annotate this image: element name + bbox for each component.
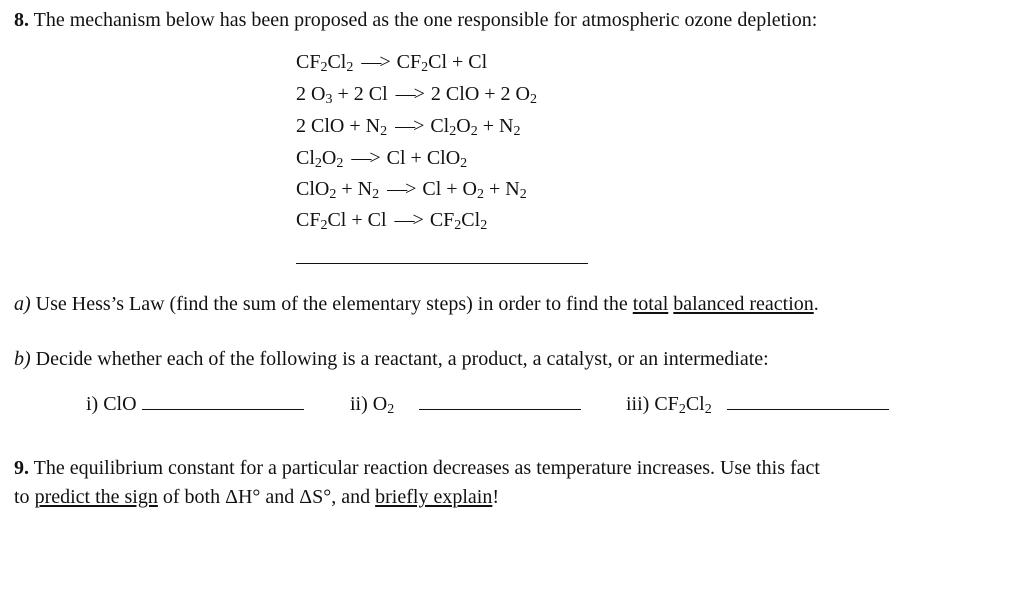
reactants: $Cl_2O_2$ [296, 147, 344, 171]
mechanism-step-2 [296, 83, 537, 106]
products: $Cl + O_2 + N_2$ [422, 178, 527, 202]
answer-blank-2[interactable] [419, 391, 581, 410]
part-b [14, 348, 769, 371]
answer-line [296, 263, 588, 264]
species-o2: $O_2$ [372, 393, 395, 417]
arrow-icon: —> [395, 83, 423, 105]
underlined-total: total [632, 293, 669, 315]
underlined-briefly-explain: briefly explain [375, 486, 493, 508]
part-a [14, 293, 819, 316]
question-9-line-1: The equilibrium constant for a particular reaction decreases as temperature increases. Use this fact [33, 457, 820, 479]
mechanism-step-5 [296, 178, 527, 201]
text-mid: of both ΔH° and ΔS°, and [157, 486, 376, 508]
question-number: 8. [14, 9, 29, 31]
text-exclaim: ! [492, 486, 499, 508]
reactants: $CF_2Cl + Cl$ [296, 209, 387, 233]
products: 2 ClO + 2 $O_2$ [430, 83, 537, 107]
reactants: 2 ClO + $N_2$ [296, 115, 388, 139]
part-a-text: Use Hess’s Law (find the sum of the elementary steps) in order to find the [35, 293, 633, 315]
question-9-line-2 [14, 486, 499, 509]
text-to: to [14, 486, 35, 508]
answer-blank-3[interactable] [727, 391, 889, 410]
arrow-icon: —> [394, 209, 422, 231]
arrow-icon: —> [351, 147, 379, 169]
part-a-label: a) [14, 293, 31, 315]
item-label: ii) [350, 393, 368, 415]
mechanism-step-1 [296, 51, 487, 74]
mechanism-step-4 [296, 147, 467, 170]
reactants: 2 $O_3 + 2$ Cl [296, 83, 388, 107]
arrow-icon: —> [395, 115, 423, 137]
question-number: 9. [14, 457, 29, 479]
reactants: $ClO_2 + N_2$ [296, 178, 380, 202]
species-clo: ClO [103, 393, 137, 415]
question-9 [14, 457, 820, 480]
products: Cl + ClO$_2$ [386, 147, 468, 171]
period: . [813, 293, 819, 315]
part-b-item-1 [86, 391, 304, 416]
underlined-predict-the-sign: predict the sign [34, 486, 158, 508]
mechanism-step-6 [296, 209, 487, 232]
item-label: iii) [626, 393, 650, 415]
question-8 [14, 9, 817, 32]
question-text: The mechanism below has been proposed as the one responsible for atmospheric ozone depletion: [33, 9, 818, 31]
reactants: $CF_2Cl_2$ [296, 51, 354, 75]
part-b-text: Decide whether each of the following is a reactant, a product, a catalyst, or an intermediate: [35, 348, 769, 370]
part-b-item-3 [626, 391, 889, 416]
arrow-icon: —> [361, 51, 389, 73]
answer-blank-1[interactable] [142, 391, 304, 410]
products: $Cl_2O_2 + N_2$ [430, 115, 521, 139]
products: $CF_2Cl_2$ [429, 209, 488, 233]
underlined-balanced-reaction: balanced reaction [673, 293, 814, 315]
species-cf2cl2: $CF_2Cl_2$ [654, 393, 712, 417]
part-b-label: b) [14, 348, 31, 370]
mechanism-step-3 [296, 115, 520, 138]
products: $CF_2Cl + Cl$ [396, 51, 488, 75]
arrow-icon: —> [387, 178, 415, 200]
part-b-item-2 [350, 391, 581, 416]
item-label: i) [86, 393, 99, 415]
